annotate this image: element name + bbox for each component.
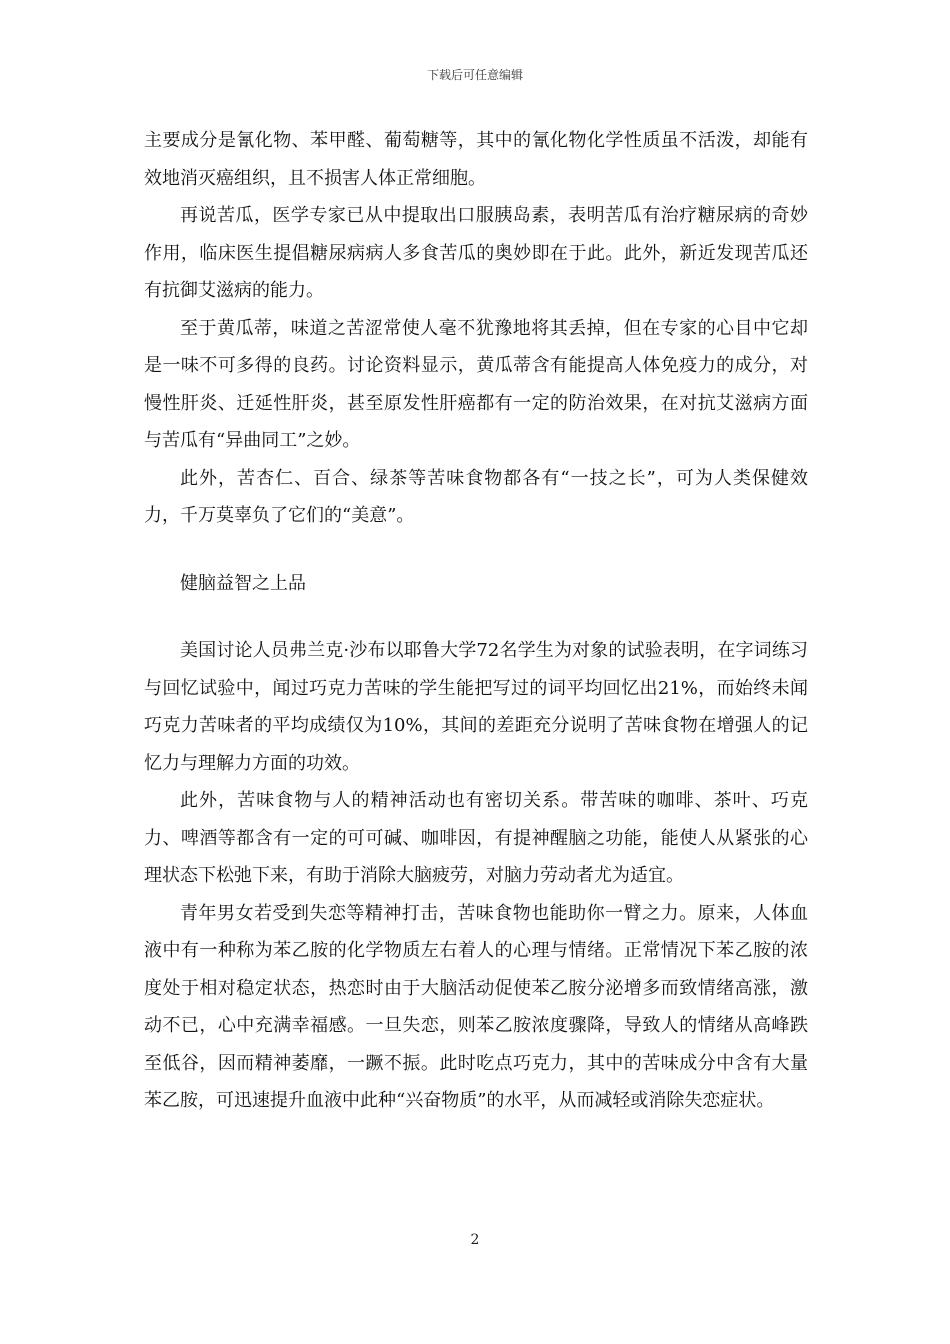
page-header: 下载后可任意编辑 [426, 68, 523, 82]
page-number: 2 [470, 1232, 480, 1248]
paragraph-other-bitter-foods: 此外，苦杏仁、百合、绿茶等苦味食物都各有“一技之长”，可为人类保健效力，千万莫辜负了它们的“美意”。 [144, 467, 808, 526]
paragraph-bitter-melon: 再说苦瓜，医学专家已从中提取出口服胰岛素，表明苦瓜有治疗糖尿病的奇妙作用，临床医生提倡糖尿病病人多食苦瓜的奥妙即在于此。此外，新近发现苦瓜还有抗御艾滋病的能力。 [144, 205, 808, 301]
paragraph-cucumber-stem: 至于黄瓜蒂，味道之苦涩常使人毫不犹豫地将其丢掉，但在专家的心目中它却是一味不可多得的良药。讨论资料显示，黄瓜蒂含有能提高人体免疫力的成分，对慢性肝炎、迁延性肝炎，甚至原发性肝癌都有一定的防治效果，在对抗艾滋病方面与苦瓜有“异曲同工”之妙。 [144, 317, 808, 451]
paragraph-yale-study: 美国讨论人员弗兰克·沙布以耶鲁大学72名学生为对象的试验表明，在字词练习与回忆试验中，闻过巧克力苦味的学生能把写过的词平均回忆出21%，而始终未闻巧克力苦味者的平均成绩仅为10%，其间的差距充分说明了苦味食物在增强人的记忆力与理解力方面的功效。 [144, 640, 808, 774]
section-heading: 健脑益智之上品 [180, 572, 306, 594]
paragraph-mental-activity: 此外，苦味食物与人的精神活动也有密切关系。带苦味的咖啡、茶叶、巧克力、啤酒等都含有一定的可可碱、咖啡因，有提神醒脑之功能，能使人从紧张的心理状态下松弛下来，有助于消除大脑疲劳，对脑力劳动者尤为适宜。 [144, 790, 808, 886]
paragraph-heartbreak: 青年男女若受到失恋等精神打击，苦味食物也能助你一臂之力。原来，人体血液中有一种称为苯乙胺的化学物质左右着人的心理与情绪。正常情况下苯乙胺的浓度处于相对稳定状态，热恋时由于大脑活动促使苯乙胺分泌增多而致情绪高涨，激动不已，心中充满幸福感。一旦失恋，则苯乙胺浓度骤降，导致人的情绪从高峰跌至低谷，因而精神萎靡，一蹶不振。此时吃点巧克力，其中的苦味成分中含有大量苯乙胺，可迅速提升血液中此种“兴奋物质”的水平，从而减轻或消除失恋症状。 [144, 902, 808, 1111]
document-body [144, 122, 808, 1120]
paragraph-continued: 主要成分是氰化物、苯甲醛、葡萄糖等，其中的氰化物化学性质虽不活泼，却能有效地消灭癌组织，且不损害人体正常细胞。 [144, 130, 808, 189]
